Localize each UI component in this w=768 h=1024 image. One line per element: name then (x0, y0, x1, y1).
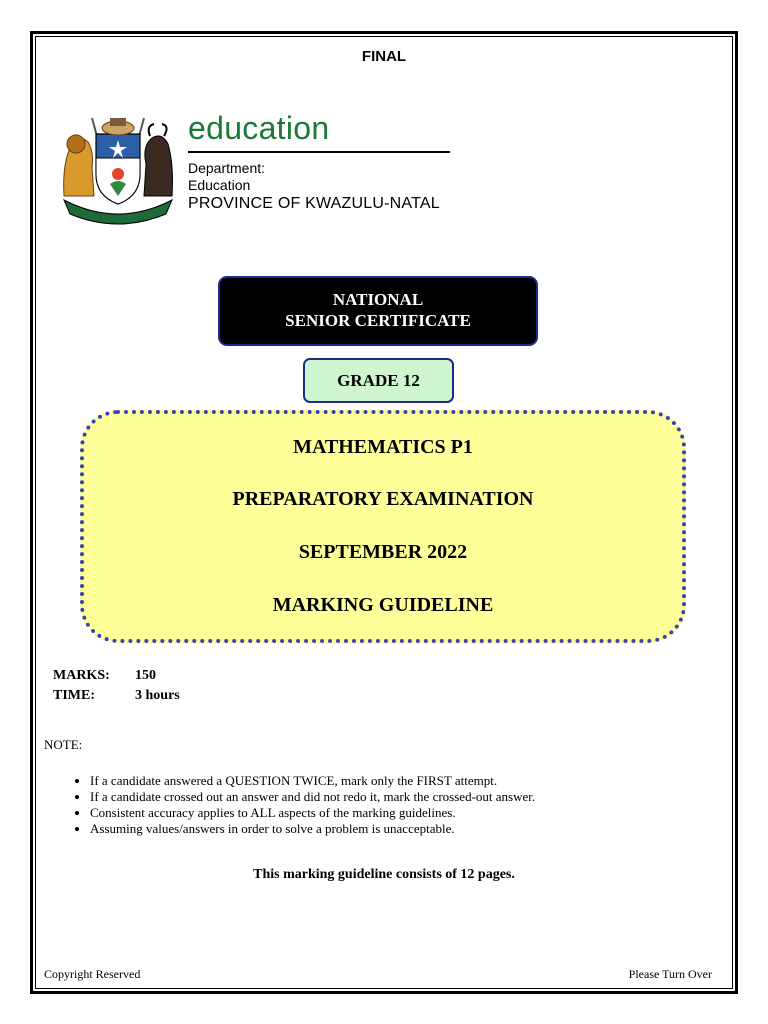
final-label: FINAL (361, 48, 407, 65)
footer-copyright: Copyright Reserved (44, 967, 141, 981)
exam-title: PREPARATORY EXAMINATION (232, 488, 534, 510)
exam-date: SEPTEMBER 2022 (298, 541, 468, 563)
logo-rule (188, 151, 450, 153)
grade-badge: GRADE 12 (303, 358, 454, 403)
marks-time-block (53, 666, 180, 706)
education-wordmark: education (188, 110, 330, 146)
department-logo (188, 108, 450, 214)
certificate-banner (218, 276, 538, 346)
document-type: MARKING GUIDELINE (272, 594, 494, 616)
footer-turn-over: Please Turn Over (628, 967, 712, 981)
note-item: • Assuming values/answers in order to solve a problem is unacceptable. (90, 821, 535, 837)
time-value: 3 hours (135, 688, 180, 703)
subject-title: MATHEMATICS P1 (293, 436, 473, 458)
province-name: PROVINCE OF KWAZULU-NATAL (188, 195, 440, 212)
department-name: Education (188, 177, 251, 193)
note-item: • If a candidate answered a QUESTION TWICE, mark only the FIRST attempt. (90, 773, 535, 789)
time-label: TIME: (53, 688, 95, 703)
kzn-coat-of-arms (58, 112, 178, 228)
certificate-line-1: NATIONAL (332, 290, 424, 309)
marks-label: MARKS: (53, 668, 110, 683)
note-item: • If a candidate crossed out an answer and did not redo it, mark the crossed-out answer. (90, 789, 535, 805)
note-item: • Consistent accuracy applies to ALL aspects of the marking guidelines. (90, 805, 535, 821)
marks-value: 150 (135, 668, 156, 683)
title-block (80, 410, 686, 643)
note-list (66, 773, 535, 837)
note-label: NOTE: (44, 737, 83, 752)
certificate-line-2: SENIOR CERTIFICATE (285, 311, 471, 330)
page-count-statement: This marking guideline consists of 12 pages. (253, 867, 515, 882)
department-label: Department: (188, 160, 266, 176)
